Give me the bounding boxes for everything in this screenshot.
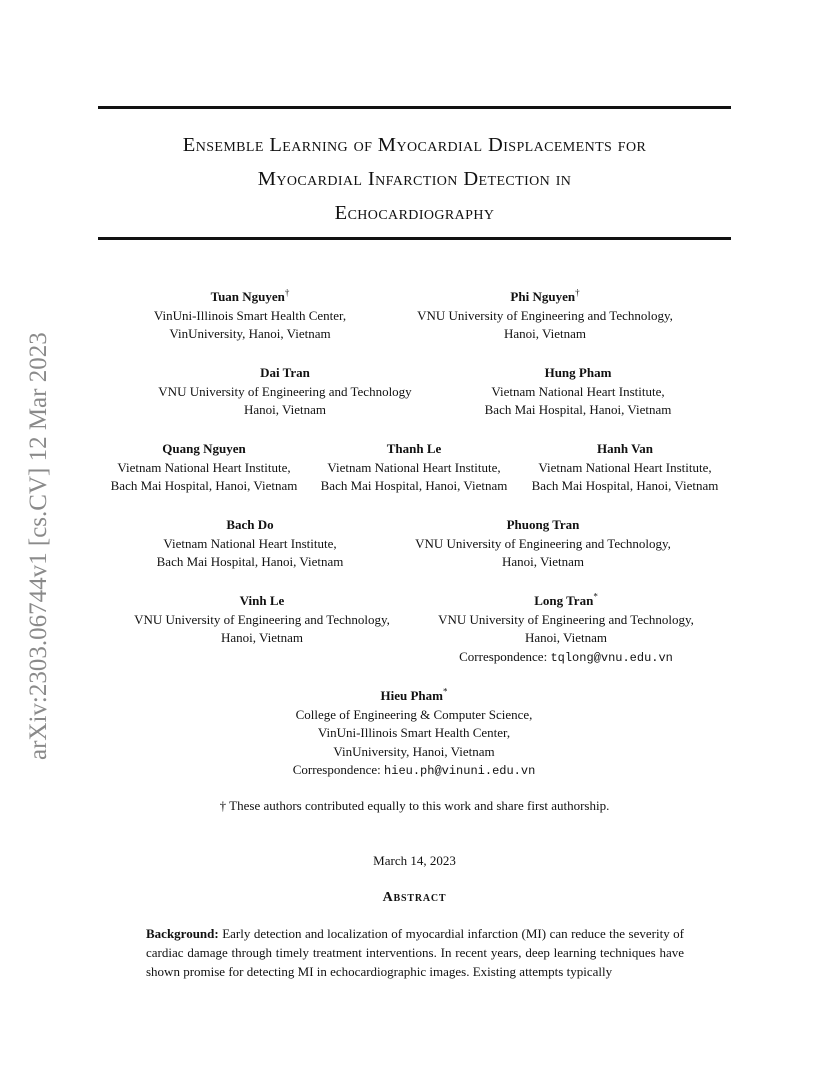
affiliation-line: VinUniversity, Hanoi, Vietnam [333,743,495,759]
affiliation-line: VNU University of Engineering and Technology, [415,535,671,551]
correspondence-line [264,761,564,781]
author-name: Hanh Van [596,441,653,456]
correspondence-line [421,648,711,668]
title-line: Ensemble Learning of Myocardial Displacements for [182,134,647,156]
arxiv-identifier: arXiv:2303.06744v1 [cs.CV] 12 Mar 2023 [25,332,52,760]
affiliation-line: Bach Mai Hospital, Hanoi, Vietnam [531,478,719,493]
affiliation-line: Vietnam National Heart Institute, [491,383,665,399]
abstract-heading: Abstract [382,890,447,905]
author-name: Dai Tran [260,365,310,380]
affiliation-line: VinUni-Illinois Smart Health Center, [153,307,347,323]
affiliation-line: VNU University of Engineering and Technology, [417,307,673,323]
paper-title [98,128,731,230]
abstract-lead: Background: [146,926,219,941]
affiliation-line: VNU University of Engineering and Technology [158,383,412,399]
author-block [308,440,520,496]
correspondence-label: Correspondence: [292,762,385,777]
author-block [98,440,310,496]
title-bottom-rule [98,237,731,240]
author-name: Bach Do [226,517,274,532]
affiliation-line: VNU University of Engineering and Technology, [438,611,694,627]
author-block [117,592,407,648]
correspondence-label: Correspondence: [459,648,551,664]
correspondence-email[interactable]: hieu.ph@vinuni.edu.vn [384,764,536,778]
author-name: Long Tran [534,593,594,608]
affiliation-line: Vietnam National Heart Institute, [117,459,291,475]
author-block [400,288,690,344]
affiliation-line: VNU University of Engineering and Technology, [134,611,390,627]
author-block [421,592,711,667]
author-name: Hieu Pham [380,688,443,703]
author-name: Tuan Nguyen [210,289,285,304]
title-top-rule [98,106,731,109]
equal-contribution-footnote: † These authors contributed equally to this work and share first authorship. [219,798,610,813]
affiliation-line: College of Engineering & Computer Science, [295,706,533,722]
author-name: Phuong Tran [506,517,580,532]
affiliation-line: Bach Mai Hospital, Hanoi, Vietnam [110,478,298,493]
equal-contribution-mark: † [575,287,580,298]
author-block [125,288,375,344]
author-name: Thanh Le [386,441,442,456]
author-name: Quang Nguyen [162,441,246,456]
corresponding-author-mark: * [442,686,448,697]
affiliation-line: Vietnam National Heart Institute, [538,459,712,475]
affiliation-line: Hanoi, Vietnam [501,554,585,569]
affiliation-line: VinUniversity, Hanoi, Vietnam [169,326,331,341]
author-block [140,364,430,420]
title-line: Echocardiography [334,202,495,224]
author-block [463,364,693,420]
affiliation-line: Bach Mai Hospital, Hanoi, Vietnam [320,478,508,493]
corresponding-author-mark: * [593,591,598,602]
author-name: Phi Nguyen [510,289,576,304]
author-block [135,516,365,572]
correspondence-email[interactable]: tqlong@vnu.edu.vn [550,650,673,665]
affiliation-line: Bach Mai Hospital, Hanoi, Vietnam [156,554,344,569]
author-name: Vinh Le [239,593,285,608]
abstract-body: Early detection and localization of myocardial infarction (MI) can reduce the severity of cardiac damage through timely treatment interventions. In recent years, deep learning techniques have shown promise for detecting MI in echocardiographic images. Existing attempts typically [146,926,684,979]
affiliation-line: Bach Mai Hospital, Hanoi, Vietnam [484,402,672,417]
title-line: Myocardial Infarction Detection in [257,168,572,190]
affiliation-line: VinUni-Illinois Smart Health Center, [317,725,511,740]
affiliation-line: Vietnam National Heart Institute, [327,459,501,475]
affiliation-line: Hanoi, Vietnam [503,326,587,341]
author-block [264,687,564,781]
affiliation-line: Hanoi, Vietnam [524,630,608,645]
author-block [519,440,731,496]
affiliation-line: Vietnam National Heart Institute, [163,535,337,551]
paper-date: March 14, 2023 [373,853,456,868]
affiliation-line: Hanoi, Vietnam [220,630,304,645]
equal-contribution-mark: † [284,287,290,298]
author-block [398,516,688,572]
affiliation-line: Hanoi, Vietnam [243,402,327,417]
author-name: Hung Pham [544,365,612,380]
abstract-text [146,924,684,981]
